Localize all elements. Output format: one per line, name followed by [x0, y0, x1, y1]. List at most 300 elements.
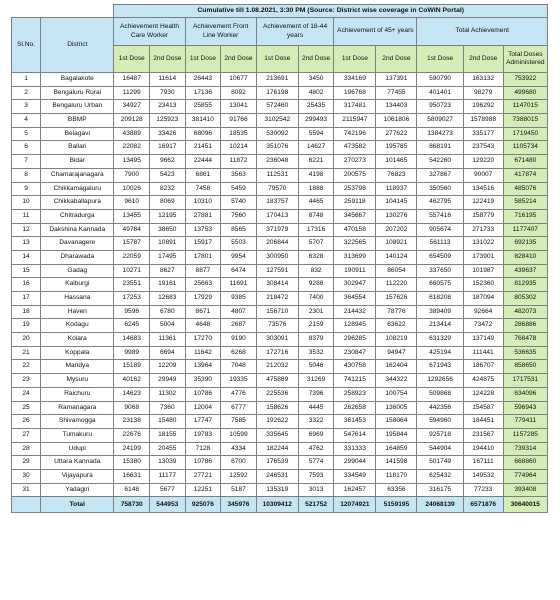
row-cell: 8877 — [185, 264, 221, 278]
row-district: Chikkaballapura — [41, 196, 114, 210]
row-cell: 9954 — [221, 250, 257, 264]
table-row — [12, 86, 548, 100]
row-cell: 18155 — [150, 428, 186, 442]
row-cell: 9068 — [114, 401, 150, 415]
row-cell: 1105734 — [503, 141, 547, 155]
row-cell: 475889 — [256, 374, 298, 388]
row-cell: 195785 — [376, 141, 417, 155]
row-cell: 31269 — [298, 374, 334, 388]
row-cell: 24199 — [114, 442, 150, 456]
row-cell: 73576 — [256, 319, 298, 333]
row-cell: 16487 — [114, 73, 150, 87]
table-row — [12, 292, 548, 306]
row-cell: 34927 — [114, 100, 150, 114]
row-cell: 300950 — [256, 250, 298, 264]
row-cell: 7585 — [221, 415, 257, 429]
row-cell: 10891 — [150, 237, 186, 251]
row-cell: 473582 — [334, 141, 376, 155]
row-cell: 141598 — [376, 456, 417, 470]
header-total-achievement: Total Achievement — [417, 18, 548, 46]
row-cell: 350560 — [417, 182, 463, 196]
row-cell: 271733 — [463, 223, 503, 237]
row-cell: 63622 — [376, 319, 417, 333]
row-cell: 184451 — [463, 415, 503, 429]
row-cell: 134516 — [463, 182, 503, 196]
row-cell: 196292 — [463, 100, 503, 114]
row-cell: 17747 — [185, 415, 221, 429]
table-row — [12, 346, 548, 360]
row-cell: 16631 — [114, 469, 150, 483]
row-cell: 10677 — [221, 73, 257, 87]
row-cell: 187094 — [463, 292, 503, 306]
row-cell: 11177 — [150, 469, 186, 483]
row-cell: 10599 — [221, 428, 257, 442]
row-cell: 157626 — [376, 292, 417, 306]
row-cell: 6777 — [221, 401, 257, 415]
row-cell: 15480 — [150, 415, 186, 429]
row-cell: 20455 — [150, 442, 186, 456]
row-cell: 11361 — [150, 333, 186, 347]
row-cell: 127591 — [256, 264, 298, 278]
row-cell: 334169 — [334, 73, 376, 87]
row-cell: 774964 — [503, 469, 547, 483]
row-cell: 22676 — [114, 428, 150, 442]
row-cell: 547614 — [334, 428, 376, 442]
row-cell: 17316 — [298, 223, 334, 237]
table-row — [12, 319, 548, 333]
row-cell: 5459 — [221, 182, 257, 196]
table-body — [12, 73, 548, 497]
row-cell: 8565 — [221, 223, 257, 237]
total-cell: 5159195 — [376, 497, 417, 513]
row-district: Haveri — [41, 305, 114, 319]
row-cell: 101465 — [376, 155, 417, 169]
row-cell: 27881 — [185, 209, 221, 223]
row-cell: 209128 — [114, 114, 150, 128]
row-slno: 27 — [12, 428, 41, 442]
row-district: Gadag — [41, 264, 114, 278]
row-cell: 5774 — [298, 456, 334, 470]
row-cell: 4762 — [298, 442, 334, 456]
row-cell: 94947 — [376, 346, 417, 360]
header-flw-second-dose: 2nd Dose — [221, 46, 257, 73]
row-cell: 22059 — [114, 250, 150, 264]
row-cell: 14623 — [114, 387, 150, 401]
row-cell: 259118 — [334, 196, 376, 210]
row-slno: 14 — [12, 250, 41, 264]
row-cell: 17136 — [185, 86, 221, 100]
row-cell: 162457 — [334, 483, 376, 497]
row-cell: 925718 — [417, 428, 463, 442]
row-district: Mandya — [41, 360, 114, 374]
row-cell: 4802 — [298, 86, 334, 100]
row-cell: 832 — [298, 264, 334, 278]
row-cell: 668860 — [503, 456, 547, 470]
row-cell: 286886 — [503, 319, 547, 333]
row-district: Ballari — [41, 141, 114, 155]
row-cell: 176198 — [256, 86, 298, 100]
row-cell: 317481 — [334, 100, 376, 114]
row-cell: 530092 — [256, 127, 298, 141]
row-cell: 112220 — [376, 278, 417, 292]
row-cell: 6861 — [185, 168, 221, 182]
row-cell: 3532 — [298, 346, 334, 360]
table-row — [12, 278, 548, 292]
row-slno: 15 — [12, 264, 41, 278]
row-cell: 231567 — [463, 428, 503, 442]
row-cell: 277622 — [376, 127, 417, 141]
row-slno: 20 — [12, 333, 41, 347]
row-cell: 509868 — [417, 387, 463, 401]
row-cell: 17495 — [150, 250, 186, 264]
header-district: District — [41, 18, 114, 73]
row-cell: 7360 — [150, 401, 186, 415]
row-cell: 4807 — [221, 305, 257, 319]
row-slno: 6 — [12, 141, 41, 155]
row-cell: 29949 — [150, 374, 186, 388]
row-cell: 2115947 — [334, 114, 376, 128]
row-cell: 16917 — [150, 141, 186, 155]
row-cell: 439637 — [503, 264, 547, 278]
row-cell: 129220 — [463, 155, 503, 169]
row-cell: 14627 — [298, 141, 334, 155]
row-cell: 218472 — [256, 292, 298, 306]
row-district: Chamarajanagara — [41, 168, 114, 182]
row-cell: 43889 — [114, 127, 150, 141]
row-cell: 192622 — [256, 415, 298, 429]
row-cell: 9385 — [221, 292, 257, 306]
row-cell: 136005 — [376, 401, 417, 415]
row-slno: 21 — [12, 346, 41, 360]
row-cell: 5809027 — [417, 114, 463, 128]
row-cell: 9288 — [298, 278, 334, 292]
row-cell: 149532 — [463, 469, 503, 483]
row-district: Koppala — [41, 346, 114, 360]
row-district: Mysuru — [41, 374, 114, 388]
row-cell: 13455 — [114, 209, 150, 223]
row-cell: 164859 — [376, 442, 417, 456]
row-cell: 253798 — [334, 182, 376, 196]
row-district: Bidar — [41, 155, 114, 169]
row-cell: 10026 — [114, 182, 150, 196]
header-total-first-dose: 1st Dose — [417, 46, 463, 73]
row-cell: 131022 — [463, 237, 503, 251]
row-district: Kodagu — [41, 319, 114, 333]
row-cell: 11642 — [185, 346, 221, 360]
row-cell: 17929 — [185, 292, 221, 306]
row-cell: 10214 — [221, 141, 257, 155]
total-slno — [12, 497, 41, 513]
table-row — [12, 305, 548, 319]
header-hcw-first-dose: 1st Dose — [114, 46, 150, 73]
row-cell: 6268 — [221, 346, 257, 360]
row-cell: 128945 — [334, 319, 376, 333]
row-cell: 13039 — [150, 456, 186, 470]
row-cell: 91766 — [221, 114, 257, 128]
row-cell: 3102542 — [256, 114, 298, 128]
row-cell: 335177 — [463, 127, 503, 141]
row-cell: 13964 — [185, 360, 221, 374]
row-cell: 111441 — [463, 346, 503, 360]
row-cell: 7930 — [150, 86, 186, 100]
row-cell: 716195 — [503, 209, 547, 223]
header-18-44-second-dose: 2nd Dose — [298, 46, 334, 73]
row-cell: 308414 — [256, 278, 298, 292]
row-cell: 4445 — [298, 401, 334, 415]
row-cell: 7560 — [221, 209, 257, 223]
row-cell: 331333 — [334, 442, 376, 456]
row-cell: 313699 — [334, 250, 376, 264]
total-row — [12, 497, 548, 513]
total-cell: 345976 — [221, 497, 257, 513]
row-cell: 950723 — [417, 100, 463, 114]
row-district: Udupi — [41, 442, 114, 456]
row-slno: 31 — [12, 483, 41, 497]
table-row — [12, 401, 548, 415]
row-cell: 152360 — [463, 278, 503, 292]
header-18-44-years: Achievement of 18-44 years — [256, 18, 334, 46]
header-18-44-first-dose: 1st Dose — [256, 46, 298, 73]
row-cell: 12004 — [185, 401, 221, 415]
row-cell: 170413 — [256, 209, 298, 223]
row-district: Chitradurga — [41, 209, 114, 223]
table-row — [12, 237, 548, 251]
row-cell: 485076 — [503, 182, 547, 196]
row-cell: 5187 — [221, 483, 257, 497]
row-cell: 137391 — [376, 73, 417, 87]
row-cell: 17253 — [114, 292, 150, 306]
header-45-plus-years: Achievement of 45+ years — [334, 18, 417, 46]
row-slno: 26 — [12, 415, 41, 429]
row-cell: 671480 — [503, 155, 547, 169]
table-row — [12, 442, 548, 456]
row-cell: 158626 — [256, 401, 298, 415]
row-cell: 6221 — [298, 155, 334, 169]
row-cell: 345667 — [334, 209, 376, 223]
row-cell: 140124 — [376, 250, 417, 264]
table-row — [12, 223, 548, 237]
row-cell: 17801 — [185, 250, 221, 264]
row-cell: 77233 — [463, 483, 503, 497]
row-cell: 10310 — [185, 196, 221, 210]
row-cell: 12209 — [150, 360, 186, 374]
row-cell: 79570 — [256, 182, 298, 196]
row-cell: 104145 — [376, 196, 417, 210]
row-cell: 1061806 — [376, 114, 417, 128]
row-cell: 21451 — [185, 141, 221, 155]
row-cell: 17270 — [185, 333, 221, 347]
row-cell: 8379 — [298, 333, 334, 347]
row-cell: 742196 — [334, 127, 376, 141]
row-cell: 13041 — [221, 100, 257, 114]
row-slno: 10 — [12, 196, 41, 210]
header-hcw-second-dose: 2nd Dose — [150, 46, 186, 73]
row-cell: 5004 — [150, 319, 186, 333]
row-cell: 213414 — [417, 319, 463, 333]
vaccination-report-sheet — [11, 4, 548, 592]
row-cell: 124228 — [463, 387, 503, 401]
row-cell: 1292656 — [417, 374, 463, 388]
header-45-first-dose: 1st Dose — [334, 46, 376, 73]
row-cell: 270273 — [334, 155, 376, 169]
row-cell: 108219 — [376, 333, 417, 347]
row-cell: 77455 — [376, 86, 417, 100]
row-cell: 544904 — [417, 442, 463, 456]
row-cell: 296285 — [334, 333, 376, 347]
row-cell: 6245 — [114, 319, 150, 333]
table-row — [12, 155, 548, 169]
row-cell: 19161 — [150, 278, 186, 292]
header-total-second-dose: 2nd Dose — [463, 46, 503, 73]
row-cell: 779411 — [503, 415, 547, 429]
row-cell: 1888 — [298, 182, 334, 196]
row-cell: 561113 — [417, 237, 463, 251]
row-slno: 1 — [12, 73, 41, 87]
row-cell: 594960 — [417, 415, 463, 429]
title-row — [12, 5, 548, 18]
row-cell: 118937 — [376, 182, 417, 196]
row-cell: 154587 — [463, 401, 503, 415]
row-cell: 86054 — [376, 264, 417, 278]
vaccination-table — [11, 4, 548, 513]
row-cell: 101987 — [463, 264, 503, 278]
row-cell: 4465 — [298, 196, 334, 210]
row-cell: 92664 — [463, 305, 503, 319]
table-row — [12, 250, 548, 264]
row-cell: 1719450 — [503, 127, 547, 141]
total-cell: 521752 — [298, 497, 334, 513]
row-district: Raichuru — [41, 387, 114, 401]
row-cell: 163132 — [463, 73, 503, 87]
row-cell: 162404 — [376, 360, 417, 374]
row-cell: 858650 — [503, 360, 547, 374]
row-cell: 22082 — [114, 141, 150, 155]
row-cell: 15787 — [114, 237, 150, 251]
row-district: Davanagere — [41, 237, 114, 251]
table-row — [12, 127, 548, 141]
row-cell: 417874 — [503, 168, 547, 182]
row-cell: 26443 — [185, 73, 221, 87]
row-slno: 7 — [12, 155, 41, 169]
row-cell: 1177407 — [503, 223, 547, 237]
table-row — [12, 333, 548, 347]
row-district: Bengaluru Urban — [41, 100, 114, 114]
row-cell: 212032 — [256, 360, 298, 374]
row-cell: 23413 — [150, 100, 186, 114]
row-cell: 4198 — [298, 168, 334, 182]
row-cell: 27721 — [185, 469, 221, 483]
row-cell: 5046 — [298, 360, 334, 374]
row-cell: 6700 — [221, 456, 257, 470]
row-cell: 393408 — [503, 483, 547, 497]
row-cell: 634096 — [503, 387, 547, 401]
table-row — [12, 387, 548, 401]
row-district: Dakshina Kannada — [41, 223, 114, 237]
total-cell: 544953 — [150, 497, 186, 513]
row-slno: 5 — [12, 127, 41, 141]
row-cell: 190911 — [334, 264, 376, 278]
row-slno: 12 — [12, 223, 41, 237]
row-cell: 482073 — [503, 305, 547, 319]
row-cell: 302947 — [334, 278, 376, 292]
row-cell: 15917 — [185, 237, 221, 251]
row-cell: 5677 — [150, 483, 186, 497]
total-cell: 30640015 — [503, 497, 547, 513]
row-cell: 7128 — [185, 442, 221, 456]
row-cell: 5594 — [298, 127, 334, 141]
row-cell: 25855 — [185, 100, 221, 114]
row-cell: 125923 — [150, 114, 186, 128]
row-slno: 13 — [12, 237, 41, 251]
row-district: BBMP — [41, 114, 114, 128]
row-cell: 3322 — [298, 415, 334, 429]
row-cell: 213691 — [256, 73, 298, 87]
row-cell: 137149 — [463, 333, 503, 347]
row-cell: 501749 — [417, 456, 463, 470]
row-cell: 167111 — [463, 456, 503, 470]
row-cell: 11299 — [114, 86, 150, 100]
row-cell: 182244 — [256, 442, 298, 456]
row-cell: 361453 — [334, 415, 376, 429]
row-cell: 11302 — [150, 387, 186, 401]
row-cell: 6969 — [298, 428, 334, 442]
row-cell: 33426 — [150, 127, 186, 141]
row-cell: 351076 — [256, 141, 298, 155]
row-cell: 1717531 — [503, 374, 547, 388]
row-slno: 25 — [12, 401, 41, 415]
total-cell: 10309412 — [256, 497, 298, 513]
row-cell: 389409 — [417, 305, 463, 319]
row-cell: 7593 — [298, 469, 334, 483]
row-cell: 401401 — [417, 86, 463, 100]
row-cell: 470158 — [334, 223, 376, 237]
row-cell: 8748 — [298, 209, 334, 223]
row-cell: 68096 — [185, 127, 221, 141]
row-cell: 9190 — [221, 333, 257, 347]
total-cell: 6571876 — [463, 497, 503, 513]
row-cell: 805302 — [503, 292, 547, 306]
row-cell: 430758 — [334, 360, 376, 374]
row-cell: 8092 — [221, 86, 257, 100]
row-cell: 207202 — [376, 223, 417, 237]
row-cell: 236048 — [256, 155, 298, 169]
row-cell: 90007 — [463, 168, 503, 182]
row-cell: 590790 — [417, 73, 463, 87]
header-45-second-dose: 2nd Dose — [376, 46, 417, 73]
row-slno: 16 — [12, 278, 41, 292]
row-slno: 17 — [12, 292, 41, 306]
row-cell: 10786 — [185, 456, 221, 470]
row-cell: 10786 — [185, 387, 221, 401]
row-cell: 462795 — [417, 196, 463, 210]
row-cell: 1157285 — [503, 428, 547, 442]
row-cell: 7458 — [185, 182, 221, 196]
row-cell: 4334 — [221, 442, 257, 456]
table-row — [12, 428, 548, 442]
row-district: Uttara Kannada — [41, 456, 114, 470]
row-cell: 246531 — [256, 469, 298, 483]
row-cell: 156710 — [256, 305, 298, 319]
row-cell: 753922 — [503, 73, 547, 87]
row-cell: 334549 — [334, 469, 376, 483]
row-cell: 134403 — [376, 100, 417, 114]
total-cell: 12074921 — [334, 497, 376, 513]
row-cell: 9610 — [114, 196, 150, 210]
row-cell: 1578988 — [463, 114, 503, 128]
row-cell: 130276 — [376, 209, 417, 223]
row-cell: 230847 — [334, 346, 376, 360]
table-row — [12, 114, 548, 128]
